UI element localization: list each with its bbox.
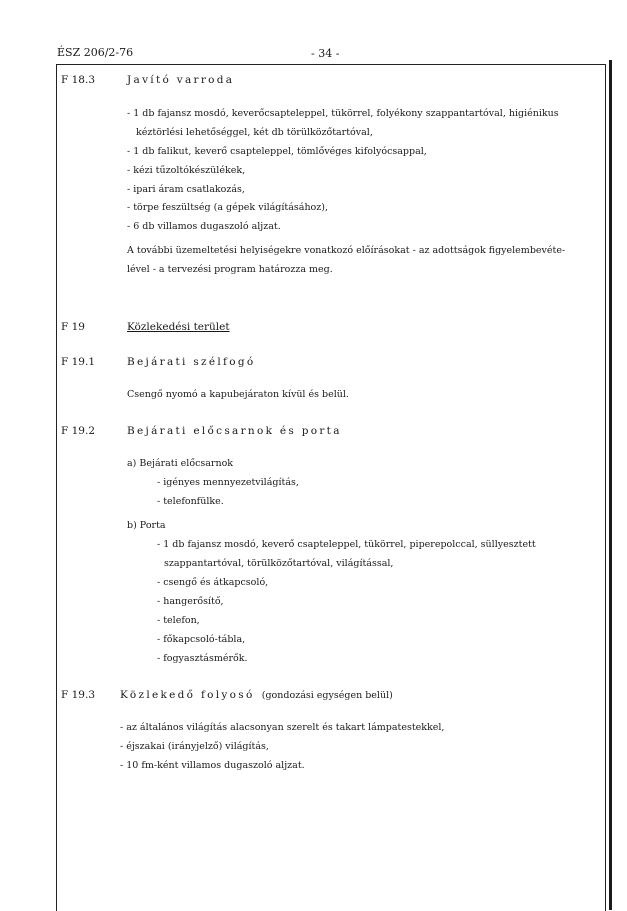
- document-id: ÉSZ 206/2-76: [57, 46, 134, 59]
- list-item: - 10 fm-ként villamos dugaszoló aljzat.: [120, 760, 305, 771]
- section-code-f19-3: F 19.3: [61, 689, 96, 701]
- list-item: - telefonfülke.: [157, 496, 224, 507]
- list-item: - törpe feszültség (a gépek világításához),: [127, 202, 329, 213]
- section-code-f19-1: F 19.1: [61, 356, 96, 368]
- section-title-f19-2: Bejárati előcsarnok és porta: [127, 425, 342, 437]
- note-line: A további üzemeltetési helyiségekre vonatkozó előírásokat - az adottságok figyelembevéte-: [127, 245, 566, 256]
- list-item: - kézi tűzoltókészülékek,: [127, 165, 246, 176]
- section-code-f19: F 19: [61, 321, 85, 333]
- list-item: kéztörlési lehetőséggel, két db törülközőtartóval,: [136, 127, 373, 138]
- note-line: lével - a tervezési program határozza meg.: [127, 264, 333, 275]
- section-title-f18-3: Javító varroda: [127, 74, 235, 86]
- list-item: - 1 db fajansz mosdó, keverő csapteleppel, tükörrel, piperepolccal, süllyesztett: [157, 539, 536, 550]
- list-item: - ipari áram csatlakozás,: [127, 184, 245, 195]
- list-item: - az általános világítás alacsonyan szerelt és takart lámpatestekkel,: [120, 722, 445, 733]
- list-item: - csengő és átkapcsoló,: [157, 577, 269, 588]
- list-item: - 6 db villamos dugaszoló aljzat.: [127, 221, 281, 232]
- section-code-f18-3: F 18.3: [61, 74, 96, 86]
- page-edge-bar: [609, 60, 612, 910]
- subsection-label: b) Porta: [127, 520, 166, 531]
- list-item: - telefon,: [157, 615, 200, 626]
- list-item: - hangerősítő,: [157, 596, 224, 607]
- list-item: - 1 db falikut, keverő csapteleppel, tömlővéges kifolyócsappal,: [127, 146, 427, 157]
- section-title-row-f19-3: [120, 689, 393, 701]
- page-number: - 34 -: [311, 47, 340, 60]
- section-code-f19-2: F 19.2: [61, 425, 96, 437]
- subsection-label: a) Bejárati előcsarnok: [127, 458, 234, 469]
- list-item: - igényes mennyezetvilágítás,: [157, 477, 299, 488]
- list-item: szappantartóval, törülközőtartóval, világítással,: [164, 558, 394, 569]
- section-title-f19: Közlekedési terület: [127, 321, 230, 333]
- list-item: - főkapcsoló-tábla,: [157, 634, 246, 645]
- section-subtitle-f19-3: (gondozási egységen belül): [261, 690, 393, 701]
- section-text: Csengő nyomó a kapubejáraton kívül és belül.: [127, 389, 349, 400]
- list-item: - 1 db fajansz mosdó, keverőcsapteleppel, tükörrel, folyékony szappantartóval, higiénikus: [127, 108, 559, 119]
- list-item: - fogyasztásmérők.: [157, 653, 248, 664]
- section-title-f19-1: Bejárati szélfogó: [127, 356, 256, 368]
- section-title-f19-3: Közlekedő folyosó: [120, 689, 255, 701]
- list-item: - éjszakai (irányjelző) világítás,: [120, 741, 269, 752]
